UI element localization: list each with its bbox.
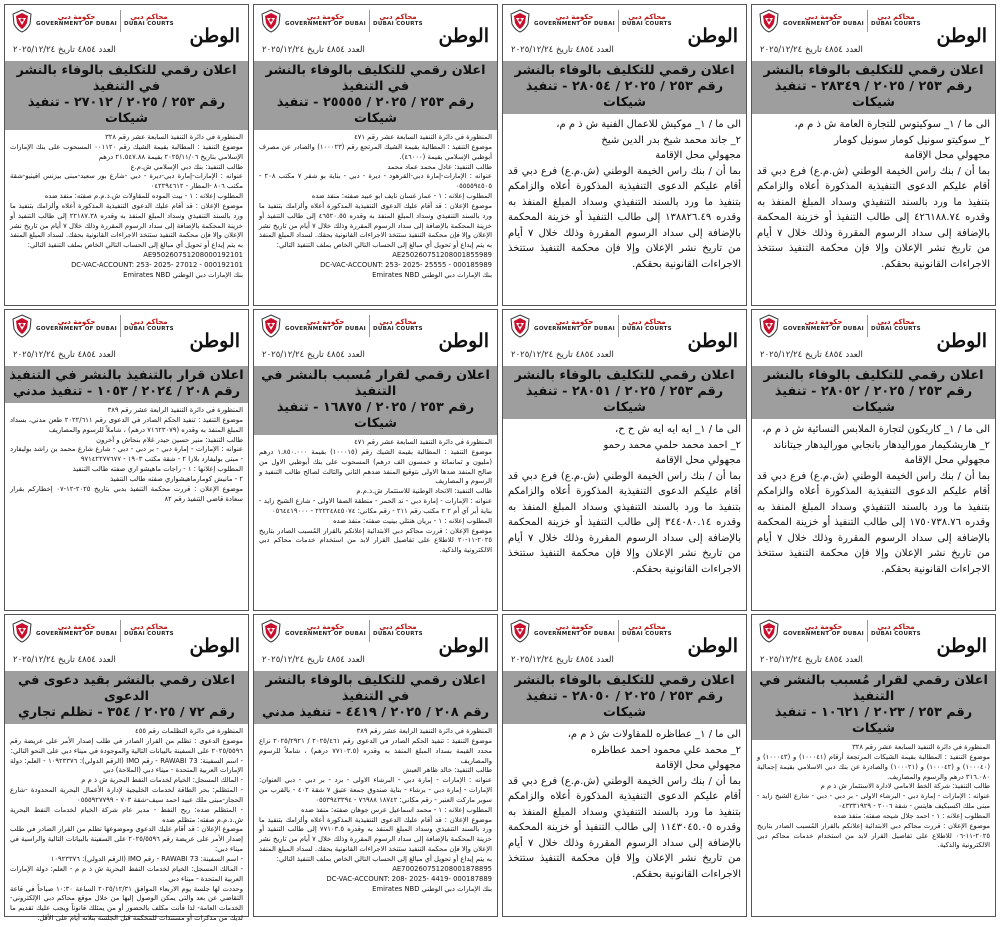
notice-paragraph: عنوانه : الإمارات-إمارة دبي-ديرة - دبي -شارع بور سعيد-مبنى بيزنس افينيو-شقة مكتب ٨٠٦ -المطار - ٠٤٢٢٩٤٦١٢ <box>10 172 243 191</box>
notice-paragraph: عنوانه : الإمارات-إمارة دبي-القرهود - ديرة - دبي - بناية بو شقر ٧ مكتب ٢٠٨ - ٠٥٥٥٥٩٤٥٠٥ <box>259 172 492 191</box>
dubai-emblem-icon <box>509 314 531 338</box>
notice-header <box>254 310 497 366</box>
notice-card <box>253 309 498 611</box>
dubai-emblem-icon <box>260 314 282 338</box>
notice-title: اعلان قرار بالتنفيذ بالنشر في التنفيذ <box>9 368 244 383</box>
newspaper-name: الوطن <box>438 330 489 352</box>
logo-courts-english: DUBAI COURTS <box>621 630 672 637</box>
notice-title-band <box>752 366 995 419</box>
notice-paragraph: موضوع التنفيذ : المطالبة بقيمة الشيك المرتجع رقم (١٠٠٠٢٣) والصادر عن مصرف أبوظبي الإسلامي بقيمة (٤٦٠٠٠). <box>259 142 493 161</box>
issue-date: العدد ٤٨٥٤ تاريخ ٢٠٢٥/١٢/٢٤ <box>760 350 863 360</box>
logo-gov-english: GOVERNMENT OF DUBAI <box>534 20 615 27</box>
notice-body <box>5 403 248 610</box>
logo-gov-english: GOVERNMENT OF DUBAI <box>285 325 366 332</box>
case-number: رقم ٢٥٣ / ٢٠٢٥ / ٢٧٠١٢ - تنفيذ شيكات <box>27 95 226 126</box>
logo-divider <box>120 620 121 642</box>
notice-header <box>752 615 995 671</box>
newspaper-name: الوطن <box>687 635 738 657</box>
logo-courts-arabic: محاكم دبي <box>628 318 666 327</box>
notice-card <box>502 309 747 611</box>
notice-title: اعلان رقمي للتكليف بالوفاء بالنشر <box>763 368 984 383</box>
dubai-emblem-icon <box>758 9 780 33</box>
logo-gov-english: GOVERNMENT OF DUBAI <box>285 630 366 637</box>
notice-paragraph: ٢ - مانيش كومارماهيشواري صفته طالب التنفيذ <box>110 474 243 483</box>
case-number: رقم ٢٥٣ / ٢٠٢٥ / ٢٨٠٥١ - تنفيذ شيكات <box>525 384 724 415</box>
dubai-courts-logo <box>260 314 423 338</box>
logo-arabic: حكومة دبي <box>57 318 96 327</box>
notice-paragraph: DC-VAC-ACCOUNT: 208- 2025- 4419- 000187889 <box>326 874 492 883</box>
issue-date: العدد ٤٨٥٤ تاريخ ٢٠٢٥/١٢/٢٤ <box>511 655 614 665</box>
logo-courts-english: DUBAI COURTS <box>123 20 174 27</box>
notice-paragraph: - المتظلم: بحر الطاقة لخدمات الخليجية لإدارة الأعمال البحرية المحدودة -شارع الحجاز-مبنى ملك عبيد احمد سيف-شقة ٧٠٣ - ٠٥٥٥٩٢٧٧٩٩ <box>10 786 243 804</box>
notice-header <box>752 310 995 366</box>
logo-divider <box>369 620 370 642</box>
notice-paragraph: طالب التنفيذ: عادل محمد عماد محمد <box>387 162 492 171</box>
notice-card <box>253 614 498 917</box>
dubai-emblem-icon <box>11 9 33 33</box>
notice-paragraph: DC-VAC-ACCOUNT: 253- 2025- 25555 - 000185989 <box>320 260 492 269</box>
logo-gov-english: GOVERNMENT OF DUBAI <box>783 630 864 637</box>
logo-arabic: حكومة دبي <box>555 13 594 22</box>
logo-gov-english: GOVERNMENT OF DUBAI <box>36 325 117 332</box>
notice-header <box>254 5 497 61</box>
notice-paragraph: موضوع الدعوى : تظلم من القرار الصادر في طلب إصدار الأمر على عريضة رقم ٢٠٢٥/٥٥٩٦ على السفينة بالبيانات التالية والموجودة في ميناء دبي على النحو التالي: <box>10 736 243 755</box>
notice-header <box>254 615 497 671</box>
notice-title: اعلان رقمي للتكليف بالوفاء بالنشر في التنفيذ <box>16 63 237 94</box>
notice-paragraph: موضوع التنفيذ : المطالبة بقيمة الشيك رقم ٠٠١١٢٠ المسحوب على بنك الإمارات الإسلامي بتاريخ ٢٠٢٥/١١/٠٦ بقيمة ٢١.٥٤٧.٨٨ درهم <box>10 142 243 161</box>
notice-paragraph: الى ما / ١_ موكيش للاعمال الفنية ش ذ م م، <box>556 119 741 130</box>
logo-gov-english: GOVERNMENT OF DUBAI <box>534 630 615 637</box>
logo-divider <box>120 315 121 337</box>
logo-courts-english: DUBAI COURTS <box>372 325 423 332</box>
notice-paragraph: موضوع الإعلان : قررت محاكم دبي الابتدائية إعلانكم بالقرار المُسبب الصادر بتاريخ ٢٠٢٥-١١-٢٠ للاطلاع على تفاصيل القرار لابد من استخدام خدمات محاكم دبي الالكترونية والذكية. <box>259 526 492 555</box>
notice-paragraph: طالب التنفيذ: شركة الخط الامامي لادارة الاستثمار ش ذ م م <box>820 782 990 791</box>
notice-paragraph: عنوانه : الإمارات - إمارة دبي - البرشاء الاولى - بر دبي - دبي - شارع الشيخ زايد - مبنى ملك اكسبكيف هايتس - شقة ٢٠٠٦ - ٠٤٣٣٣١٩٢٩ <box>757 792 990 811</box>
logo-arabic: حكومة دبي <box>306 318 345 327</box>
notice-body <box>752 114 995 305</box>
case-number: رقم ٢٥٣ / ٢٠٢٥ / ٢٨٠٥٤ - تنفيذ شيكات <box>525 79 724 110</box>
notice-header <box>5 310 248 366</box>
logo-courts-english: DUBAI COURTS <box>870 20 921 27</box>
logo-gov-english: GOVERNMENT OF DUBAI <box>534 325 615 332</box>
notice-paragraph: وحددت لها جلسة يوم الاربعاء الموافق ٢٠٢٥/١٢/٣١ الساعة ١٠:٣٠ صباحاً في قاعة التقاضي عن بعد والتي يمكن الوصول إليها من خلال موقع محاكم دبي الإلكتروني-الخدمات العامة- لذا فأنت مكلف بالحضور أو من يمثلك قانوناً ويجب عليك تقديم ما لديك من مذكرات أو مستندات للمحكمة قبل الجلسة بثلاثة أيام على الأقل. <box>10 884 243 923</box>
notice-title: اعلان رقمي بالنشر بقيد دعوى في الدعوى <box>18 673 235 704</box>
logo-courts-arabic: محاكم دبي <box>877 623 915 632</box>
newspaper-name: الوطن <box>189 25 240 47</box>
notice-paragraph: المنظورة في دائرة التنفيذ السابعة عشر رقم ٣٢٨ <box>852 743 990 751</box>
dubai-courts-logo <box>260 9 423 33</box>
logo-courts-arabic: محاكم دبي <box>379 13 417 22</box>
newspaper-name: الوطن <box>189 635 240 657</box>
logo-courts-english: DUBAI COURTS <box>123 630 174 637</box>
dubai-courts-logo <box>509 9 672 33</box>
notice-paragraph: ٢_ هاريشكيمار موراليدهار بانجابي موراليدهار جيتاناند <box>773 439 990 451</box>
notice-paragraph: المنظورة في دائرة التنفيذ السابعة عشر رقم ٣٢٨ <box>105 133 243 141</box>
notice-header <box>503 5 746 61</box>
logo-courts-english: DUBAI COURTS <box>372 630 423 637</box>
notice-paragraph: موضوع التنفيذ : تنفيذ الحكم الصادر في الدعوى رقم ٢٠٢٥/٤٦١ / ٢٠٢٥/٢٩٢١ نزاع محدد القيمة بسداد المبلغ المنفذ به وقدره (٧٧١٠٣.٥ درهم) ، شاملاً للرسوم والمصاريف <box>259 736 493 765</box>
notice-body <box>5 724 248 927</box>
notice-body <box>752 740 995 916</box>
case-number: رقم ٢٠٨ / ٢٠٢٥ / ٤٤١٩ - تنفيذ مدني <box>262 705 489 720</box>
notice-title-band <box>752 61 995 114</box>
notice-title: اعلان رقمي لقرار مُسبب بالنشر في التنفيذ <box>759 673 988 704</box>
notice-paragraph: موضوع التنفيذ : المطالبة بقيمة الشيك رقم (١٠٠٠١٥) بقيمة ١.٨٥٠.٠٠٠ درهم (مليون و ثمانمائة و خمسون الف درهم) المسحوب على بنك أبوظبي الاول من صالح المنفذ ضدها الاولى بتوقيع المنفذ ضدهم الثاني والثالث لصالح طالب التنفيذ و الرسوم و المصاريف <box>259 447 492 486</box>
notice-title: اعلان رقمي للتكليف بالوفاء بالنشر <box>514 673 735 688</box>
notice-card <box>4 614 249 923</box>
logo-courts-arabic: محاكم دبي <box>130 318 168 327</box>
newspaper-name: الوطن <box>189 330 240 352</box>
notice-paragraph: مجهولي محل الإقامة <box>655 455 741 466</box>
dubai-courts-logo <box>509 619 672 643</box>
logo-divider <box>867 315 868 337</box>
notice-paragraph: المطلوب إعلانه : ١ - احمد جلال شيحه صفته: منفذ ضده <box>833 811 990 820</box>
notice-paragraph: ٢_ محمد علي محمود احمد عطاظره <box>591 744 741 756</box>
logo-courts-english: DUBAI COURTS <box>870 325 921 332</box>
dubai-courts-logo <box>260 619 423 643</box>
notice-title-band <box>752 671 995 740</box>
notice-title-band <box>503 671 746 724</box>
notice-paragraph: موضوع الإعلان : قد أقام عليك الدعوى وموضوعها تظلم من القرار الصادر في طلب إصدار الأمر على عريضة رقم ٢٠٢٥/٥٥٩٦ على السفينة بالبيانات التالية والراسية في ميناء دبي: <box>10 825 243 854</box>
newspaper-name: الوطن <box>936 25 987 47</box>
notice-paragraph: - المالك المسجل: الخيام لخدمات النفط البحرية ش ذ م م - العلم: دولة الإمارات العربية المتحدة - ميناء دبي <box>10 864 243 883</box>
case-number: رقم ٢٥٣ / ٢٠٢٥ / ٢٥٥٥٥ - تنفيذ شيكات <box>276 95 475 126</box>
newspaper-name: الوطن <box>936 330 987 352</box>
notice-paragraph: المنظورة في دائرة التنفيذ الرابعة عشر رقم ٣٨٩ <box>107 406 243 414</box>
notice-title-band <box>254 61 497 130</box>
notice-card <box>4 4 249 306</box>
logo-courts-english: DUBAI COURTS <box>123 325 174 332</box>
notice-paragraph: موضوع الإعلان : قررت محكمة التنفيذ بدبي بتاريخ ٢٠٢٥-١٢-٠٧ إخطاركم بقرار سعادة قاضي التنفيذ رقم ٨٢ <box>10 484 243 503</box>
issue-date: العدد ٤٨٥٤ تاريخ ٢٠٢٥/١٢/٢٤ <box>13 45 116 55</box>
notice-paragraph: المطلوب إعلانه : ١ - محمد اسماعيل عرس جوهان صفته: منفذ ضده <box>301 805 492 814</box>
logo-divider <box>867 10 868 32</box>
dubai-emblem-icon <box>758 314 780 338</box>
logo-arabic: حكومة دبي <box>57 623 96 632</box>
notice-card <box>751 309 996 611</box>
notice-card <box>253 4 498 306</box>
notice-paragraph: مجهولي محل الإقامة <box>655 150 741 161</box>
notice-title: اعلان رقمي للتكليف بالوفاء بالنشر في التنفيذ <box>265 63 486 94</box>
notice-paragraph: DC-VAC-ACCOUNT: 253- 2025- 27012 - 000192101 <box>71 260 243 269</box>
logo-courts-english: DUBAI COURTS <box>621 325 672 332</box>
notice-paragraph: AE250260751208001855989 <box>392 251 492 260</box>
notice-paragraph: المطلوب إعلانه : ١ - بريان هنتلي بينيت صفته: منفذ ضده <box>333 516 492 525</box>
notice-paragraph: AE700260751208001878895 <box>392 864 492 873</box>
notice-paragraph: المنظورة في دائرة التنفيذ الرابعة عشر رقم ٣٨٩ <box>356 727 492 735</box>
logo-gov-english: GOVERNMENT OF DUBAI <box>36 20 117 27</box>
newspaper-name: الوطن <box>687 330 738 352</box>
notice-header <box>503 310 746 366</box>
notice-paragraph: الى ما / ١_ ايه ايه ايه ش ح ح، <box>614 424 741 435</box>
logo-divider <box>120 10 121 32</box>
notice-paragraph: موضوع الإعلان : قد أقام عليك الدعوى التنفيذية المذكورة أعلاه وألزامك بتنفيذ ما ورد بالسند التنفيذي وسداد المبلغ المنفذ به وقدره ٧٧١٠٣.٥ إلى طالب التنفيذ أو خزينة المحكمة بالإضافة إلى سداد الرسوم المقررة وذلك خلال ٧ أيام من تاريخ نشر الإعلان وإلا فإن محكمة التنفيذ ستتخذ الاجراءات القانونية بحقك. لسداد المبلغ المنفذ به يتم إيداع أو تحويل أي مبالغ إلى الحساب التالي الخاص بملف التنفيذ التالي: <box>259 815 492 863</box>
logo-courts-arabic: محاكم دبي <box>628 13 666 22</box>
notice-paragraph: موضوع الإعلان : قررت محاكم دبي الابتدائية إعلانكم بالقرار المُسبب الصادر بتاريخ ٢٠٢٥-١١-٠٦ للاطلاع على تفاصيل القرار لابد من استخدام خدمات محاكم دبي الالكترونية والذكية. <box>757 821 990 850</box>
notice-body <box>254 130 497 305</box>
case-number: رقم ٢٥٣ / ٢٠٢٥ / ٢٨٠٥٢ - تنفيذ شيكات <box>774 384 973 415</box>
case-number: رقم ٢٥٣ / ٢٠٢٥ / ٢٨٠٥٠ - تنفيذ شيكات <box>525 689 724 720</box>
notice-title: اعلان رقمي للتكليف بالوفاء بالنشر <box>763 63 984 78</box>
notice-paragraph: طالب التنفيذ: خالد ظاهر العيش <box>403 766 492 775</box>
notice-paragraph: الى ما / ١_ سوكيتوس للتجارة العامة ش ذ م م، <box>794 119 990 130</box>
issue-date: العدد ٤٨٥٤ تاريخ ٢٠٢٥/١٢/٢٤ <box>760 45 863 55</box>
logo-gov-english: GOVERNMENT OF DUBAI <box>285 20 366 27</box>
logo-divider <box>618 620 619 642</box>
newspaper-name: الوطن <box>438 25 489 47</box>
notice-body <box>254 724 497 916</box>
dubai-courts-logo <box>758 9 921 33</box>
notice-body <box>503 114 746 305</box>
notice-paragraph: المطلوب إعلانها : ١ - راجات ماهيشو اري صفته طالب التنفيذ <box>72 465 243 474</box>
notice-paragraph: عنوانه : الإمارات - إمارة دبي - ند الحمر - منطقة الصفا الاولى - شارع الشيخ زايد - بناية أبر آي أم ٢ ٢ مكتب رقم ٢١١ - رقم مكاني: ٢٢٢٢٤٨٤٥٠٧٤ - ٠٥٦٤٤١٩٠٠٠ <box>259 497 492 515</box>
notice-paragraph: المنظورة في دائرة التنفيذ السابعة عشر رقم ٤٧١ <box>354 438 492 446</box>
notice-paragraph: الى ما / ١_ كاريكون لتجارة الملابس النسائية ش ذ م م، <box>762 424 990 435</box>
logo-divider <box>369 315 370 337</box>
notice-title-band <box>5 671 248 724</box>
notice-header <box>752 5 995 61</box>
dubai-emblem-icon <box>509 9 531 33</box>
logo-courts-english: DUBAI COURTS <box>621 20 672 27</box>
notice-title-band <box>254 366 497 435</box>
dubai-courts-logo <box>11 314 174 338</box>
notice-paragraph: بما أن / بنك راس الخيمة الوطني (ش.م.ع) فرع دبي قد أقام عليكم الدعوى التنفيذية المذكورة أعلاه والزامكم بتنفيذ ما ورد بالسند التنفيذي وسداد المبلغ المنفذ به وقدره ١٧٥٠٧٣٨.٧٦ إلى طالب التنفيذ أو خزينة المحكمة بالإضافة إلى سداد الرسوم المقررة وذلك خلال ٧ أيام من تاريخ نشر الإعلان وإلا فإن محكمة التنفيذ ستتخذ الاجراءات القانونية بحقكم. <box>757 470 990 575</box>
logo-arabic: حكومة دبي <box>555 623 594 632</box>
notice-paragraph: موضوع الإعلان : قد أقام عليك الدعوى التنفيذية المذكورة أعلاه وألزامك بتنفيذ ما ورد بالسند التنفيذي وسداد المبلغ المنفذ به وقدره ٤٦٥٢٠.٥٥ إلى طالب التنفيذ أو خزينة المحكمة بالإضافة إلى سداد الرسوم المقررة وذلك خلال ٧ أيام من تاريخ نشر الإعلان وإلا فإن محكمة التنفيذ ستتخذ الاجراءات القانونية بحقك. لسداد المبلغ المنفذ به يتم إيداع أو تحويل أي مبالغ إلى الحساب التالي الخاص بملف التنفيذ التالي: <box>259 201 492 250</box>
notice-paragraph: AE950260751208000192101 <box>143 251 243 260</box>
case-number: رقم ٢٥٣ / ٢٠٢٥ / ١٦٨٧٥ - تنفيذ شيكات <box>276 400 475 431</box>
dubai-emblem-icon <box>11 314 33 338</box>
case-number: رقم ٢٥٣ / ٢٠٢٥ / ٢٨٣٤٩ - تنفيذ شيكات <box>774 79 973 110</box>
logo-courts-arabic: محاكم دبي <box>379 623 417 632</box>
dubai-emblem-icon <box>260 619 282 643</box>
case-number: رقم ٧٢ / ٢٠٢٥ / ٣٥٤ - تظلم تجاري <box>18 705 235 720</box>
notice-paragraph: عنوانه : الإمارات - إمارة دبي - البرشاء الاولى - برد - بر دبي - دبي العنوان: الإمارات - إمارة دبي - برشاء - بناية صندوق جمعة عتيق ٧ شقة ٤٠٢ - بالقرب من سوبر ماركت العنبر - رقم مكاني: ١٨٧٤٢ ٧٦٩٨٨ - ٠٥٥٣٩٤٣٣٩٤ <box>259 776 492 804</box>
notice-title-band <box>503 366 746 419</box>
notice-paragraph: بنك الإمارات دبي الوطني Emirates NBD <box>372 270 492 279</box>
notice-paragraph: - المالك المسجل: الخيام لخدمات النفط البحرية ش ذ م م <box>81 776 243 785</box>
issue-date: العدد ٤٨٥٤ تاريخ ٢٠٢٥/١٢/٢٤ <box>262 655 365 665</box>
logo-courts-arabic: محاكم دبي <box>877 318 915 327</box>
logo-gov-english: GOVERNMENT OF DUBAI <box>783 325 864 332</box>
logo-gov-english: GOVERNMENT OF DUBAI <box>783 20 864 27</box>
logo-gov-english: GOVERNMENT OF DUBAI <box>36 630 117 637</box>
logo-divider <box>618 315 619 337</box>
notice-header <box>5 615 248 671</box>
issue-date: العدد ٤٨٥٤ تاريخ ٢٠٢٥/١٢/٢٤ <box>511 45 614 55</box>
notice-paragraph: مجهولي محل الإقامة <box>904 455 990 466</box>
notice-title-band <box>5 366 248 403</box>
notice-paragraph: موضوع التنفيذ : المطالبة بقيمة الشيكات المرتجعة أرقام (١٠٠٠٤١) و (١٠٠٠٤٣) و (١٠٠٠٤٠) و (١٠٠٠٤٢) و (١٠٠٠٢١) والصادرة عن بنك دبي الاسلامي بقيمة إجمالية ٣١٦.٠٨٠ درهم والرسوم والمصاريف. <box>757 752 990 781</box>
notice-title-band <box>5 61 248 130</box>
notice-paragraph: ٢_ سوكيتو سونيل كومار سونيل كومار <box>834 134 990 146</box>
notice-body <box>752 419 995 610</box>
notice-paragraph: موضوع التنفيذ : تنفيذ الحكم الصادر في الدعوى رقم ٢٠٢٢/٦١١ طعن مدني، بسداد المبلغ المنفذ به وقدره (٧١٦٢٣٠٧٩ درهم) ، شاملاً للرسوم والمصاريف <box>10 415 243 434</box>
dubai-emblem-icon <box>260 9 282 33</box>
logo-arabic: حكومة دبي <box>804 623 843 632</box>
dubai-emblem-icon <box>509 619 531 643</box>
notice-paragraph: بما أن / بنك راس الخيمة الوطني (ش.م.ع) فرع دبي قد أقام عليكم الدعوى التنفيذية المذكورة أعلاه والزامكم بتنفيذ ما ورد بالسند التنفيذي وسداد المبلغ المنفذ به وقدره ٤٢٦١٨٨.٧٤ إلى طالب التنفيذ أو خزينة المحكمة بالإضافة إلى سداد الرسوم المقررة وذلك خلال ٧ أيام من تاريخ نشر الإعلان وإلا فإن محكمة التنفيذ ستتخذ الاجراءات القانونية بحقكم. <box>757 165 990 270</box>
notice-paragraph: طالب التنفيذ: منير حسين حيدر غلام بنجاش و آخرون <box>96 435 243 444</box>
issue-date: العدد ٤٨٥٤ تاريخ ٢٠٢٥/١٢/٢٤ <box>760 655 863 665</box>
notice-paragraph: بما أن / بنك راس الخيمة الوطني (ش.م.ع) فرع دبي قد أقام عليكم الدعوى التنفيذية المذكورة أعلاه والزامكم بتنفيذ ما ورد بالسند التنفيذي وسداد المبلغ المنفذ به وقدره ٣٤٤٠٨٠.١٤ إلى طالب التنفيذ أو خزينة المحكمة بالإضافة إلى سداد الرسوم المقررة وذلك خلال ٧ أيام من تاريخ نشر الإعلان وإلا فإن محكمة التنفيذ ستتخذ الاجراءات القانونية بحقكم. <box>508 470 741 575</box>
notice-header <box>503 615 746 671</box>
notice-paragraph: المنظورة في دائرة التنفيذ السابعة عشر رقم ٤٧١ <box>354 133 492 141</box>
notice-paragraph: - اسم السفينة: RAWABI 73 - رقم IMO (الرقم الدولي): ١٠٩٢٣٣٧٦ - العلم: دولة الإمارات العربية المتحدة - ميناء دبي (الملاحة) دبي <box>10 756 244 775</box>
dubai-courts-logo <box>509 314 672 338</box>
logo-divider <box>618 10 619 32</box>
logo-divider <box>867 620 868 642</box>
logo-courts-english: DUBAI COURTS <box>870 630 921 637</box>
notice-title: اعلان رقمي للتكليف بالوفاء بالنشر <box>514 63 735 78</box>
notice-body <box>503 724 746 916</box>
notice-paragraph: موضوع الإعلان : قد أقام عليك الدعوى التنفيذية المذكورة أعلاه وألزامك بتنفيذ ما ورد بالسند التنفيذي وسداد المبلغ المنفذ به وقدره ٢٢١٨٧.٣٨ إلى طالب التنفيذ أو خزينة المحكمة بالإضافة إلى سداد الرسوم المقررة وذلك خلال ٧ أيام من تاريخ نشر الإعلان وإلا فإن محكمة التنفيذ ستتخذ الاجراءات القانونية بحقك. لسداد المبلغ المنفذ به يتم إيداع أو تحويل أي مبالغ إلى الحساب التالي الخاص بملف التنفيذ التالي: <box>10 201 243 250</box>
issue-date: العدد ٤٨٥٤ تاريخ ٢٠٢٥/١٢/٢٤ <box>262 350 365 360</box>
notice-card <box>502 614 747 917</box>
notice-paragraph: طالب التنفيذ: الاتحاد الوطنية للاستثمار ش.ذ.م.م <box>356 487 492 496</box>
logo-courts-arabic: محاكم دبي <box>628 623 666 632</box>
logo-arabic: حكومة دبي <box>804 13 843 22</box>
issue-date: العدد ٤٨٥٤ تاريخ ٢٠٢٥/١٢/٢٤ <box>13 655 116 665</box>
notice-paragraph: مجهولي محل الإقامة <box>655 760 741 771</box>
logo-divider <box>369 10 370 32</box>
notice-body <box>5 130 248 305</box>
logo-arabic: حكومة دبي <box>306 13 345 22</box>
case-number: رقم ٢٥٣ / ٢٠٢٣ / ١٠٦٢١ - تنفيذ شيكات <box>774 705 973 736</box>
issue-date: العدد ٤٨٥٤ تاريخ ٢٠٢٥/١٢/٢٤ <box>511 350 614 360</box>
dubai-emblem-icon <box>758 619 780 643</box>
dubai-emblem-icon <box>11 619 33 643</box>
notice-paragraph: ٢_ جاند محمد شيخ بدر الدين شيخ <box>601 134 741 146</box>
notice-paragraph: بنك الإمارات دبي الوطني Emirates NBD <box>123 270 243 279</box>
logo-courts-arabic: محاكم دبي <box>130 13 168 22</box>
logo-arabic: حكومة دبي <box>57 13 96 22</box>
notice-card <box>751 614 996 917</box>
notice-paragraph: ٢_ احمد محمد حلمي محمد رحمو <box>603 439 741 451</box>
notice-paragraph: - المتظلم ضده: ربح النفط - مدير عام شركة الخيام لخدمات النفط البحرية ش.ذ.م.م صفته: متظلم ضده <box>10 805 243 824</box>
notice-paragraph: المطلوب إعلانه : ١ - عمار غسان نايف ابو عبيد صفته: منفذ ضده <box>311 192 492 201</box>
notice-paragraph: مجهولي محل الإقامة <box>904 150 990 161</box>
notice-card <box>502 4 747 306</box>
issue-date: العدد ٤٨٥٤ تاريخ ٢٠٢٥/١٢/٢٤ <box>262 45 365 55</box>
notice-header <box>5 5 248 61</box>
dubai-courts-logo <box>11 619 174 643</box>
newspaper-name: الوطن <box>438 635 489 657</box>
dubai-courts-logo <box>758 619 921 643</box>
notice-title: اعلان رقمي للتكليف بالوفاء بالنشر <box>514 368 735 383</box>
logo-arabic: حكومة دبي <box>555 318 594 327</box>
logo-courts-arabic: محاكم دبي <box>379 318 417 327</box>
logo-arabic: حكومة دبي <box>804 318 843 327</box>
notice-paragraph: بما أن / بنك راس الخيمة الوطني (ش.م.ع) فرع دبي قد أقام عليكم الدعوى التنفيذية المذكورة أعلاه والزامكم بتنفيذ ما ورد بالسند التنفيذي وسداد المبلغ المنفذ به وقدره ١١٤٣٠٤٥.٠٥ إلى طالب التنفيذ أو خزينة المحكمة بالإضافة إلى سداد الرسوم المقررة وذلك خلال ٧ أيام من تاريخ نشر الإعلان وإلا فإن محكمة التنفيذ ستتخذ الاجراءات القانونية بحقكم. <box>508 775 741 880</box>
logo-courts-arabic: محاكم دبي <box>877 13 915 22</box>
notice-paragraph: الى ما / ١_ عطاظره للمقاولات ش ذ م م، <box>567 729 741 740</box>
notice-paragraph: طالب التنفيذ: بنك دبي الإسلامي ش.م.ع <box>130 162 243 171</box>
issue-date: العدد ٤٨٥٤ تاريخ ٢٠٢٥/١٢/٢٤ <box>13 350 116 360</box>
notice-title: اعلان رقمي للتكليف بالوفاء بالنشر في التنفيذ <box>265 673 486 704</box>
case-number: رقم ٢٠٨ / ٢٠٢٤ / ١٠٥٣ - تنفيذ مدني <box>13 384 240 399</box>
notice-body <box>503 419 746 610</box>
notice-card <box>751 4 996 306</box>
notice-title: اعلان رقمي لقرار مُسبب بالنشر في التنفيذ <box>261 368 490 399</box>
newspaper-name: الوطن <box>936 635 987 657</box>
logo-arabic: حكومة دبي <box>306 623 345 632</box>
dubai-courts-logo <box>11 9 174 33</box>
notice-paragraph: عنوانه : الإمارات - إمارة دبي - بر دبي - دبي - شارع شارع محمد بن راشد بوليفارد - مبنى بوليفارد بلازا ٢ - شقة مكتب ١٩٠٣ - ٩٧١٤٢٢٧٧٦٧٧ <box>10 445 243 464</box>
newspaper-name: الوطن <box>687 25 738 47</box>
notice-body <box>254 435 497 610</box>
notice-paragraph: - اسم السفينة: RAWABI 73 - رقم IMO (الرقم الدولي): ١٠٩٢٣٣٧٦ <box>50 854 243 863</box>
notice-paragraph: المنظورة في دائرة التظلمات رقم ٤٥٥ <box>135 727 243 735</box>
notice-title-band <box>503 61 746 114</box>
logo-courts-english: DUBAI COURTS <box>372 20 423 27</box>
notice-paragraph: بما أن / بنك راس الخيمة الوطني (ش.م.ع) فرع دبي قد أقام عليكم الدعوى التنفيذية المذكورة أعلاه والزامكم بتنفيذ ما ورد بالسند التنفيذي وسداد المبلغ المنفذ به وقدره ١٣٨٨٢٦.٤٩ إلى طالب التنفيذ أو خزينة المحكمة بالإضافة إلى سداد الرسوم المقررة وذلك خلال ٧ أيام من تاريخ نشر الإعلان وإلا فإن محكمة التنفيذ ستتخذ الاجراءات القانونية بحقكم. <box>508 165 741 270</box>
notice-title-band <box>254 671 497 724</box>
notice-paragraph: المطلوب إعلانه : ١ - بيت الموده للمقاولات ش.ذ.م.م صفته: منفذ ضده <box>44 192 243 201</box>
notice-paragraph: بنك الإمارات دبي الوطني Emirates NBD <box>372 884 492 893</box>
notice-card <box>4 309 249 611</box>
dubai-courts-logo <box>758 314 921 338</box>
logo-courts-arabic: محاكم دبي <box>130 623 168 632</box>
